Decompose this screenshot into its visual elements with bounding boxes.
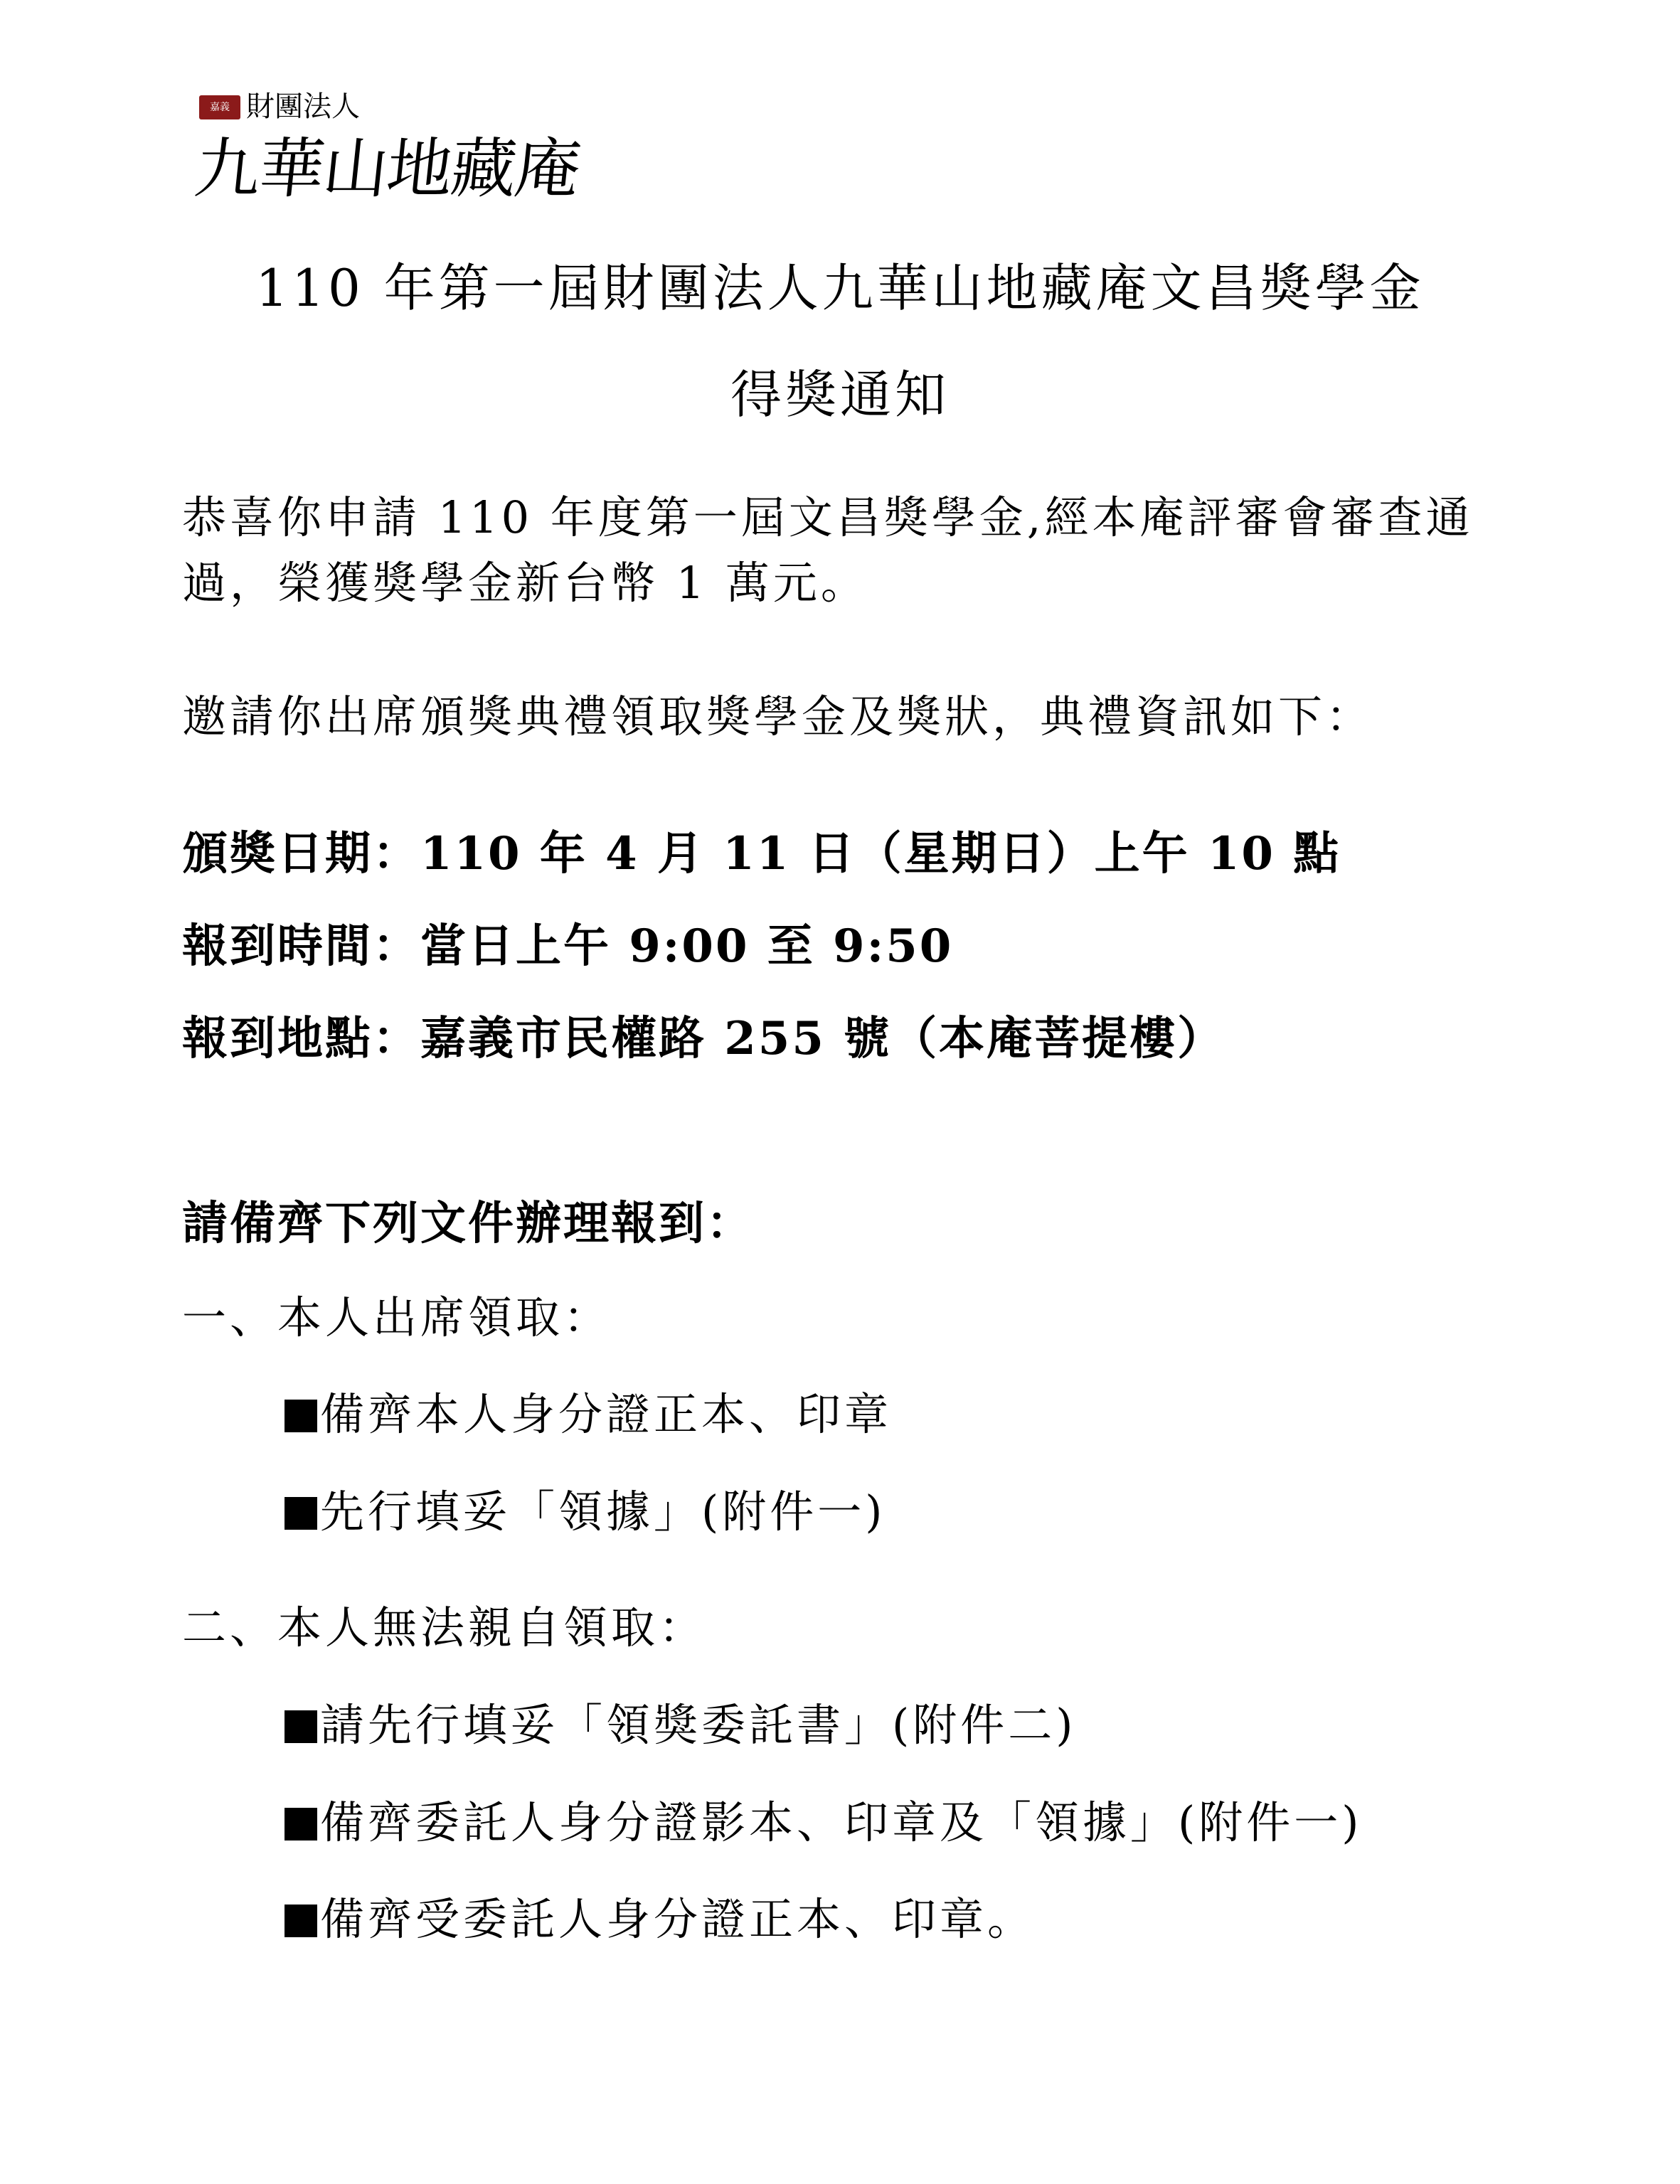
checkin-time: 報到時間：當日上午 9:00 至 9:50 xyxy=(182,920,954,973)
square-bullet-icon xyxy=(285,1905,317,1937)
logo-subtitle: 財團法人 xyxy=(246,90,360,123)
invitation-paragraph: 邀請你出席頒獎典禮領取獎學金及獎狀，典禮資訊如下： xyxy=(182,691,1374,742)
notice-title: 110 年第一屆財團法人九華山地藏庵文昌獎學金 xyxy=(255,258,1425,318)
list-item: 備齊本人身分證正本、印章 xyxy=(285,1385,892,1444)
list-item: 備齊委託人身分證影本、印章及「領據」(附件一) xyxy=(285,1794,1362,1852)
list-item: 備齊受委託人身分證正本、印章。 xyxy=(285,1890,1035,1949)
square-bullet-icon xyxy=(285,1808,317,1841)
logo-title: 九華山地藏庵 xyxy=(191,131,583,207)
square-bullet-icon xyxy=(285,1497,317,1530)
square-bullet-icon xyxy=(285,1710,317,1743)
square-bullet-icon xyxy=(285,1400,317,1432)
checkin-location: 報到地點：嘉義市民權路 255 號（本庵菩提樓） xyxy=(182,1012,1226,1065)
section-proxy-collection: 二、本人無法親自領取： xyxy=(182,1602,707,1653)
list-item: 請先行填妥「領獎委託書」(附件二) xyxy=(285,1696,1076,1754)
seal-icon: 嘉義 xyxy=(199,95,240,119)
organization-logo xyxy=(191,85,603,220)
notice-subtitle: 得獎通知 xyxy=(730,365,950,425)
section-attend-in-person: 一、本人出席領取： xyxy=(182,1291,612,1343)
congratulation-paragraph: 恭喜你申請 110 年度第一屆文昌獎學金,經本庵評審會審查通過，榮獲獎學金新台幣 1 萬元。 xyxy=(182,491,1474,609)
list-item: 先行填妥「領據」(附件一) xyxy=(285,1483,886,1541)
documents-heading: 請備齊下列文件辦理報到： xyxy=(182,1197,754,1250)
ceremony-date: 頒獎日期：110 年 4 月 11 日（星期日）上午 10 點 xyxy=(182,827,1341,880)
